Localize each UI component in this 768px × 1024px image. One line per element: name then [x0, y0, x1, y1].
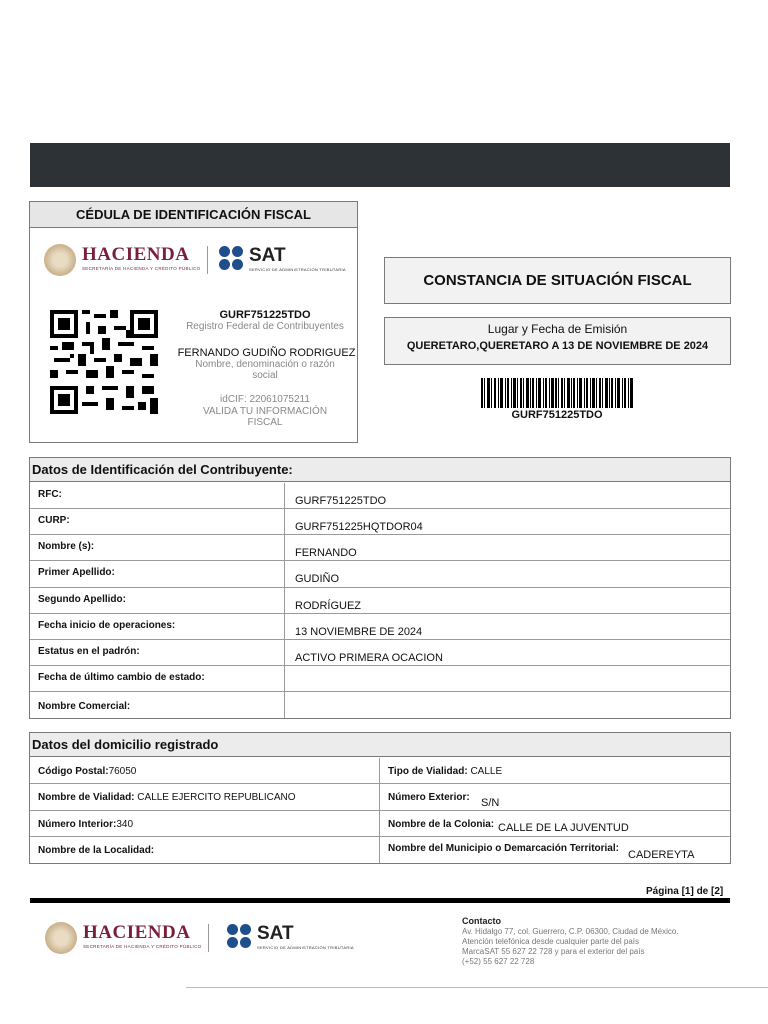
- cedula-rfc: GURF751225TDO: [219, 309, 311, 321]
- table-row: [30, 640, 730, 666]
- contact-title: Contacto: [462, 916, 501, 926]
- row-label: Nombre (s):: [38, 541, 95, 552]
- rfc-caption: Registro Federal de Contribuyentes: [186, 321, 344, 332]
- barcode-icon: [481, 378, 633, 408]
- table-row: [30, 561, 730, 588]
- lugar-fecha-box: [384, 317, 731, 365]
- contact-block: [462, 916, 679, 967]
- row-label: Número Exterior:: [388, 792, 470, 803]
- row-label: Nombre de la Localidad:: [38, 845, 155, 856]
- table-row: [30, 588, 730, 614]
- valida-line2: FISCAL: [247, 417, 283, 428]
- row-left-cell: [38, 819, 133, 830]
- row-value: 13 NOVIEMBRE DE 2024: [295, 626, 423, 638]
- mexico-seal-icon: [45, 922, 77, 954]
- table-row: [30, 784, 730, 811]
- row-value: CALLE EJERCITO REPUBLICANO: [137, 792, 296, 803]
- contact-line: Av. Hidalgo 77, col. Guerrero, C.P. 06300, Ciudad de México.: [462, 927, 679, 936]
- row-value: GURF751225TDO: [295, 495, 387, 507]
- table-row: [30, 837, 730, 863]
- table-row: [30, 666, 730, 692]
- row-label: Fecha inicio de operaciones:: [38, 620, 176, 631]
- row-label: Código Postal:: [38, 766, 109, 777]
- row-value: GURF751225HQTDOR04: [295, 521, 423, 533]
- table-row: [30, 614, 730, 640]
- row-value: FERNANDO: [295, 547, 357, 559]
- row-value: GUDIÑO: [295, 573, 339, 585]
- table-row: [30, 758, 730, 784]
- sat-logo-text: SAT: [257, 923, 294, 944]
- contact-line: MarcaSAT 55 627 22 728 y para el exterior del país: [462, 947, 645, 956]
- footer-bar: [30, 898, 730, 903]
- footer-rule: [186, 987, 768, 988]
- row-value: CALLE DE LA JUVENTUD: [498, 822, 629, 834]
- mexico-seal-icon: [44, 244, 76, 276]
- row-left-cell: [38, 792, 296, 803]
- valida-line1: VALIDA TU INFORMACIÓN: [202, 406, 328, 417]
- header-bar: [30, 143, 730, 187]
- row-label: Nombre de la Colonia:: [388, 819, 495, 830]
- table-row: [30, 483, 730, 509]
- qr-code-icon: [50, 310, 158, 414]
- row-value: ACTIVO PRIMERA OCACION: [295, 652, 443, 664]
- name-caption-line2: social: [252, 370, 278, 381]
- row-label: CURP:: [38, 515, 70, 526]
- identificacion-table: [29, 457, 731, 719]
- row-left-cell: [38, 845, 154, 856]
- name-caption-line1: Nombre, denominación o razón: [195, 359, 335, 370]
- cedula-title: CÉDULA DE IDENTIFICACIÓN FISCAL: [30, 202, 357, 228]
- row-value: 340: [116, 819, 134, 830]
- row-value: 76050: [108, 766, 137, 777]
- idcif: idCIF: 22061075211: [220, 394, 310, 405]
- table-row: [30, 509, 730, 535]
- table-row: [30, 692, 730, 718]
- sat-subtitle: SERVICIO DE ADMINISTRACIÓN TRIBUTARIA: [249, 267, 346, 272]
- sat-dots-icon: [219, 246, 245, 272]
- table-row: [30, 811, 730, 837]
- sat-dots-icon: [227, 924, 253, 950]
- hacienda-subtitle: SECRETARÍA DE HACIENDA Y CRÉDITO PÚBLICO: [82, 266, 201, 271]
- hacienda-logo-text: HACIENDA: [82, 244, 190, 265]
- hacienda-subtitle: SECRETARÍA DE HACIENDA Y CRÉDITO PÚBLICO: [83, 944, 202, 949]
- barcode-text: GURF751225TDO: [511, 409, 603, 421]
- row-value: RODRÍGUEZ: [295, 600, 361, 612]
- sat-subtitle: SERVICIO DE ADMINISTRACIÓN TRIBUTARIA: [257, 945, 354, 950]
- row-label: Nombre de Vialidad:: [38, 792, 135, 803]
- identificacion-title: Datos de Identificación del Contribuyente:: [30, 458, 730, 482]
- row-value: CALLE: [470, 766, 503, 777]
- row-value: CADEREYTA: [628, 849, 695, 861]
- domicilio-title: Datos del domicilio registrado: [30, 733, 730, 757]
- footer-hacienda-sat-logo: [45, 920, 365, 960]
- contact-line: Atención telefónica desde cualquier parte del país: [462, 937, 640, 946]
- row-right-cell: [388, 766, 502, 777]
- hacienda-logo-text: HACIENDA: [83, 922, 191, 943]
- cedula-name: FERNANDO GUDIÑO RODRIGUEZ: [177, 347, 356, 359]
- row-label: Número Interior:: [38, 819, 117, 830]
- cedula-card: [29, 201, 358, 443]
- row-label: Primer Apellido:: [38, 567, 115, 578]
- contact-line: (+52) 55 627 22 728: [462, 957, 535, 966]
- hacienda-sat-logo: [44, 242, 344, 282]
- table-row: [30, 535, 730, 561]
- row-label: RFC:: [38, 489, 62, 500]
- domicilio-table: [29, 732, 731, 864]
- row-label: Segundo Apellido:: [38, 594, 126, 605]
- lugar-value: QUERETARO,QUERETARO A 13 DE NOVIEMBRE DE 2024: [406, 340, 709, 352]
- row-label: Nombre del Municipio o Demarcación Territorial:: [388, 843, 619, 854]
- row-label: Estatus en el padrón:: [38, 646, 140, 657]
- page-number: Página [1] de [2]: [646, 886, 724, 897]
- logo-divider: [207, 246, 208, 274]
- row-label: Tipo de Vialidad:: [388, 766, 468, 777]
- sat-logo-text: SAT: [249, 245, 286, 266]
- row-label: Nombre Comercial:: [38, 701, 131, 712]
- constancia-title: CONSTANCIA DE SITUACIÓN FISCAL: [384, 257, 731, 304]
- row-label: Fecha de último cambio de estado:: [38, 672, 205, 683]
- row-value: S/N: [481, 797, 500, 809]
- row-left-cell: [38, 766, 136, 777]
- logo-divider: [208, 924, 209, 952]
- lugar-label: Lugar y Fecha de Emisión: [487, 322, 628, 336]
